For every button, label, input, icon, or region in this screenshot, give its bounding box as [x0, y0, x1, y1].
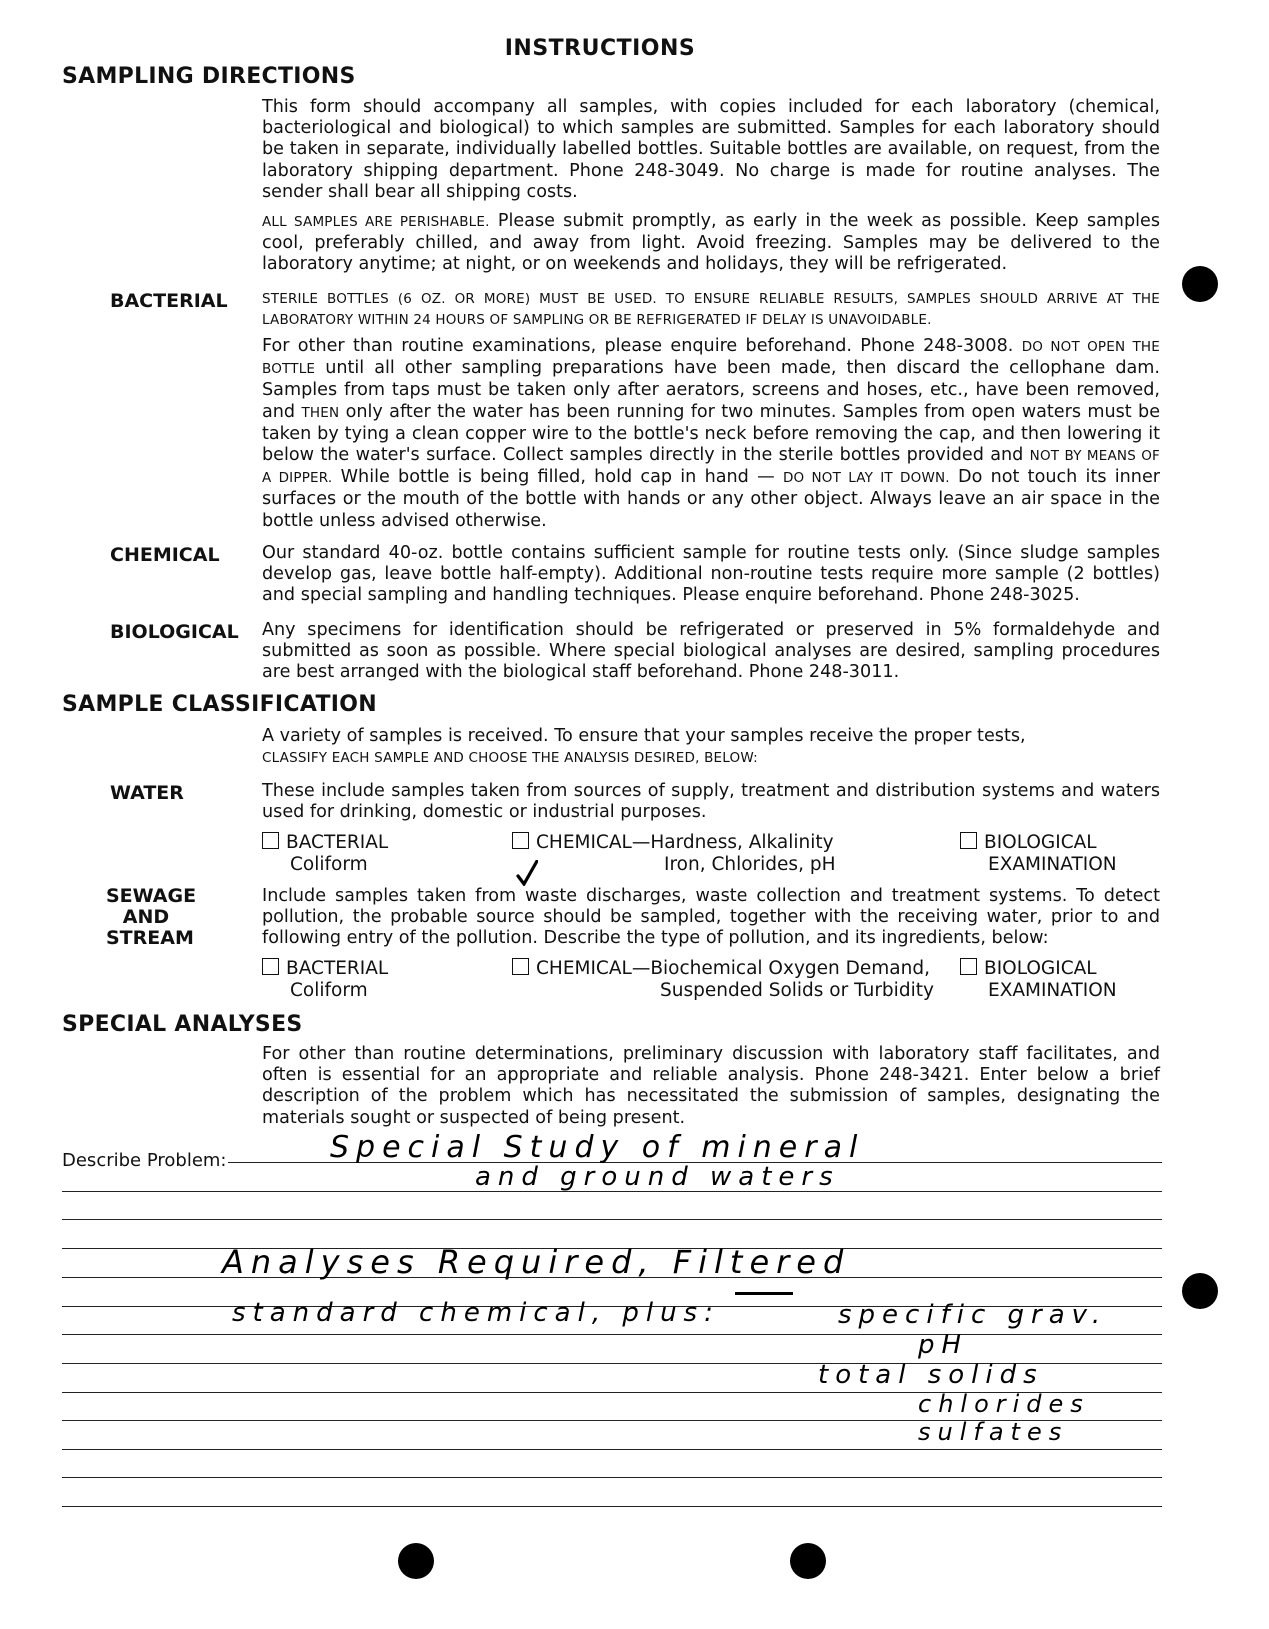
chemical-label: CHEMICAL — [110, 544, 220, 566]
sample-classification-heading: SAMPLE CLASSIFICATION — [62, 692, 377, 717]
water-biological-label: BIOLOGICAL — [984, 832, 1097, 853]
bacterial-t2: until all other sampling preparations have been made, then discard the cellophane dam. Samples from taps must be taken only after aerators, screens and hoses, etc., have been removed, and — [262, 358, 1160, 422]
sampling-para-2 — [262, 211, 1160, 276]
water-biological-sub: EXAMINATION — [988, 854, 1117, 875]
sewage-biological-option[interactable] — [960, 958, 1117, 1002]
bacterial-c3: NOT BY MEANS OF A DIPPER. — [262, 448, 1160, 487]
water-bacterial-checkbox[interactable] — [262, 832, 279, 849]
sampling-para-1: This form should accompany all samples, with copies included for each laboratory (chemical, bacteriological and biological) to which samples are submitted. Samples for each laboratory should be taken in separate, individually labelled bottles. Suitable bottles are available, on request, from the laboratory shipping department. Phone 248-3049. No charge is made for routine analyses. The sender shall bear all shipping costs. — [262, 97, 1160, 202]
special-analyses-text: For other than routine determinations, preliminary discussion with laboratory staff facilitates, and often is essential for an appropriate and reliable analysis. Phone 248-3421. Enter below a brief description of the problem which has necessitated the submission of samples, designating the materials sought or suspected of being present. — [262, 1044, 1160, 1128]
water-chemical-sub: Iron, Chlorides, pH — [664, 854, 836, 875]
punch-hole-icon — [790, 1543, 826, 1579]
punch-hole-icon — [398, 1543, 434, 1579]
sewage-chemical-sub: Suspended Solids or Turbidity — [660, 980, 934, 1001]
sewage-label-3: STREAM — [106, 927, 194, 949]
water-bacterial-label: BACTERIAL — [286, 832, 389, 853]
classification-intro-text: A variety of samples is received. To ensure that your samples receive the proper tests, — [262, 726, 1026, 746]
water-text: These include samples taken from sources of supply, treatment and distribution systems and waters used for drinking, domestic or industrial purposes. — [262, 781, 1160, 823]
sampling-directions-heading: SAMPLING DIRECTIONS — [62, 64, 356, 89]
water-chemical-checkbox[interactable] — [512, 832, 529, 849]
bacterial-t1: For other than routine examinations, please enquire beforehand. Phone 248-3008. — [262, 336, 1014, 356]
handwriting-line-8: sulfates — [918, 1418, 1069, 1446]
sewage-biological-sub: EXAMINATION — [988, 980, 1117, 1001]
handwriting-line-7: chlorides — [918, 1390, 1090, 1418]
rule-line[interactable] — [62, 1219, 1162, 1220]
special-analyses-heading: SPECIAL ANALYSES — [62, 1012, 303, 1037]
biological-label: BIOLOGICAL — [110, 621, 239, 643]
bacterial-label: BACTERIAL — [110, 290, 228, 312]
bacterial-t5: Do not touch its inner surfaces or the mouth of the bottle with hands or any other object. Always leave an air space in the bottle unless advised otherwise. — [262, 467, 1161, 531]
water-biological-checkbox[interactable] — [960, 832, 977, 849]
sewage-label — [106, 885, 197, 949]
sewage-chemical-option[interactable] — [512, 958, 934, 1002]
sewage-bacterial-sub: Coliform — [290, 980, 368, 1001]
handwriting-line-2: and ground waters — [475, 1162, 840, 1192]
bacterial-instructions — [262, 336, 1160, 532]
bacterial-c1: DO NOT OPEN THE BOTTLE — [262, 339, 1160, 378]
water-label: WATER — [110, 782, 184, 804]
bacterial-t3: only after the water has been running for two minutes. Samples from open waters must be taken by tying a clean copper wire to the bottle's neck before removing the cap, and then lowering it below the water's surface. Collect samples directly in the sterile bottles provided and — [262, 401, 1161, 466]
water-biological-option[interactable] — [960, 832, 1117, 876]
rule-line[interactable] — [62, 1477, 1162, 1478]
rule-line[interactable] — [62, 1449, 1162, 1450]
bacterial-c2: THEN — [301, 404, 340, 421]
bacterial-c4: DO NOT LAY IT DOWN. — [782, 470, 950, 487]
chemical-text: Our standard 40-oz. bottle contains sufficient sample for routine tests only. (Since sludge samples develop gas, leave bottle half-empty). Additional non-routine tests require more sample (2 bottles) and special sampling and handling techniques. Please enquire beforehand. Phone 248-3025. — [262, 543, 1160, 606]
bacterial-t4: While bottle is being filled, hold cap in hand — — [340, 467, 775, 488]
classification-intro — [262, 726, 1160, 769]
biological-text: Any specimens for identification should be refrigerated or preserved in 5% formaldehyde and submitted as soon as possible. Where special biological analyses are desired, sampling procedures are best arranged with the biological staff beforehand. Phone 248-3011. — [262, 620, 1160, 683]
classification-intro-caps: CLASSIFY EACH SAMPLE AND CHOOSE THE ANALYSIS DESIRED, BELOW: — [262, 750, 758, 767]
water-bacterial-sub: Coliform — [290, 854, 368, 875]
punch-hole-icon — [1182, 266, 1218, 302]
perishable-text: Please submit promptly, as early in the week as possible. Keep samples cool, preferably chilled, and away from light. Avoid freezing. Samples may be delivered to the laboratory anytime; at night, or on weekends and holidays, they will be refrigerated. — [262, 211, 1160, 275]
sewage-label-1: SEWAGE — [106, 885, 197, 907]
handwriting-line-4: standard chemical, plus: — [232, 1298, 720, 1328]
handwriting-line-1: Special Study of mineral — [330, 1130, 865, 1165]
sewage-biological-checkbox[interactable] — [960, 958, 977, 975]
checkmark-icon — [516, 860, 538, 886]
rule-line[interactable] — [62, 1334, 1162, 1335]
rule-line[interactable] — [62, 1506, 1162, 1507]
handwriting-line-5: pH — [918, 1330, 969, 1360]
sewage-chemical-label: CHEMICAL—Biochemical Oxygen Demand, — [536, 958, 930, 979]
sewage-bacterial-option[interactable] — [262, 958, 388, 1002]
sewage-label-2: AND — [122, 906, 170, 928]
page-title: INSTRUCTIONS — [504, 36, 696, 61]
sewage-chemical-checkbox[interactable] — [512, 958, 529, 975]
describe-problem-label: Describe Problem: — [62, 1150, 227, 1171]
handwriting-line-6: total solids — [818, 1360, 1044, 1390]
punch-hole-icon — [1182, 1273, 1218, 1309]
handwriting-line-4b: specific grav. — [838, 1300, 1108, 1330]
handwritten-underline — [735, 1292, 793, 1295]
bacterial-caps-text: STERILE BOTTLES (6 OZ. OR MORE) MUST BE USED. TO ENSURE RELIABLE RESULTS, SAMPLES SHOULD ARRIVE AT THE LABORATORY WITHIN 24 HOURS OF SAMPLING OR BE REFRIGERATED IF DELAY IS UNAVOIDABLE. — [262, 291, 1160, 328]
sewage-text: Include samples taken from waste discharges, waste collection and treatment systems. To detect pollution, the probable source should be sampled, together with the receiving water, prior to and following entry of the pollution. Describe the type of pollution, and its ingredients, below: — [262, 886, 1160, 949]
water-bacterial-option[interactable] — [262, 832, 388, 876]
perishable-caps: ALL SAMPLES ARE PERISHABLE. — [262, 214, 490, 230]
water-chemical-label: CHEMICAL—Hardness, Alkalinity — [536, 832, 834, 853]
sewage-biological-label: BIOLOGICAL — [984, 958, 1097, 979]
water-chemical-option[interactable] — [512, 832, 836, 876]
sewage-bacterial-label: BACTERIAL — [286, 958, 389, 979]
sewage-bacterial-checkbox[interactable] — [262, 958, 279, 975]
handwriting-line-3: Analyses Required, Filtered — [222, 1243, 851, 1281]
